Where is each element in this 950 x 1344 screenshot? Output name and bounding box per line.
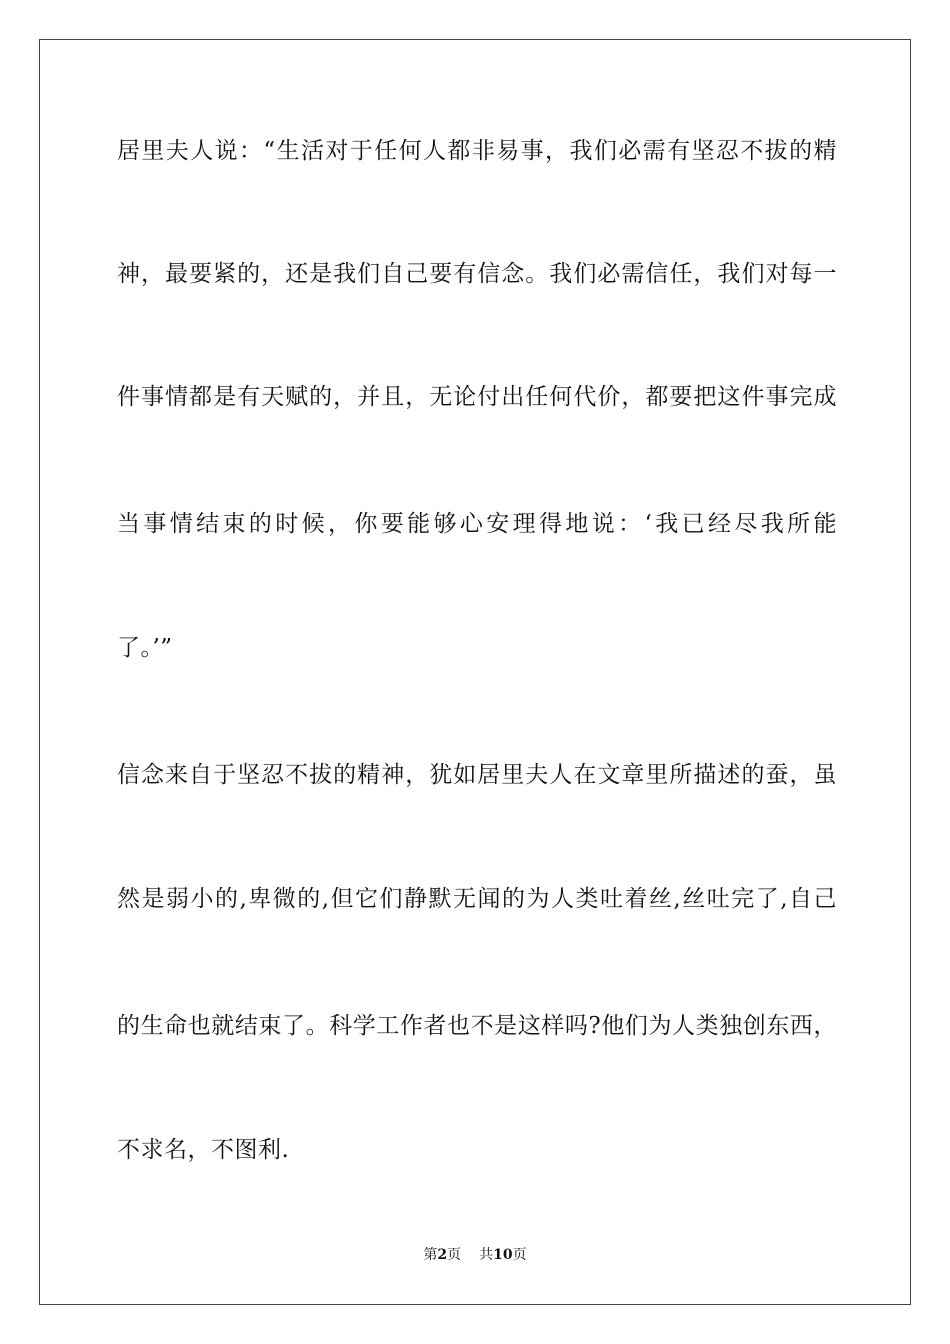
text-line: 的生命也就结束了。科学工作者也不是这样吗?他们为人类独创东西， bbox=[117, 1013, 837, 1039]
text-line: 件事情都是有天赋的，并且，无论付出任何代价，都要把这件事完成 bbox=[117, 384, 837, 410]
page-number: 2 bbox=[437, 1247, 448, 1263]
text-line: 不求名，不图利. bbox=[117, 1137, 290, 1163]
text-line: 当事情结束的时候，你要能够心安理得地说：‘我已经尽我所能 bbox=[117, 511, 837, 537]
page-label-prefix: 第 bbox=[423, 1247, 438, 1263]
total-label-suffix: 页 bbox=[512, 1247, 527, 1263]
text-line: 然是弱小的,卑微的,但它们静默无闻的为人类吐着丝,丝吐完了,自己 bbox=[117, 886, 837, 912]
page-border bbox=[39, 39, 911, 1305]
total-label-prefix: 共 bbox=[479, 1247, 494, 1263]
text-line: 居里夫人说：“生活对于任何人都非易事，我们必需有坚忍不拔的精 bbox=[117, 138, 837, 164]
text-line: 神，最要紧的，还是我们自己要有信念。我们必需信任，我们对每一 bbox=[117, 261, 837, 287]
text-line: 了。’” bbox=[117, 635, 173, 661]
page-label-suffix: 页 bbox=[447, 1247, 462, 1263]
total-pages: 10 bbox=[493, 1247, 513, 1263]
page-footer bbox=[0, 1246, 950, 1264]
text-line: 信念来自于坚忍不拔的精神，犹如居里夫人在文章里所描述的蚕，虽 bbox=[117, 762, 837, 788]
